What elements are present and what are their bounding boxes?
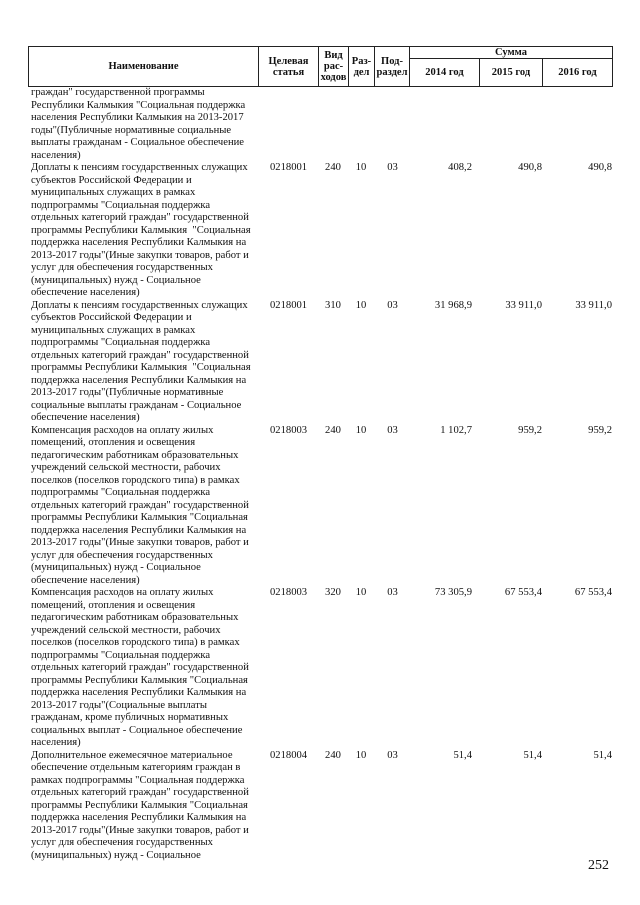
row-2014: 51,4 (453, 749, 472, 761)
header-2016: 2016 год (543, 59, 613, 87)
row-razdel: 10 (355, 424, 367, 436)
table-row (28, 300, 612, 425)
row-2016: 33 911,0 (575, 299, 612, 311)
row-2014: 31 968,9 (434, 299, 472, 311)
row-2014: 408,2 (448, 162, 472, 173)
row-2015: 33 911,0 (505, 299, 542, 311)
row-2015: 51,4 (523, 749, 542, 761)
row-2016: 490,8 (588, 162, 612, 173)
row-2016: 67 553,4 (574, 587, 612, 598)
row-podrazdel: 03 (387, 162, 398, 173)
row-2016: 51,4 (593, 749, 612, 761)
header-podrazdel: Под-раздел (375, 47, 410, 87)
row-vid: 240 (325, 424, 341, 436)
row-razdel: 10 (355, 749, 367, 761)
row-podrazdel: 03 (387, 299, 398, 311)
page-number: 252 (588, 858, 609, 873)
row-podrazdel: 03 (387, 587, 398, 598)
table-body (28, 87, 612, 862)
header-razdel: Раз-дел (349, 47, 375, 87)
header-vid: Вид рас-ходов (319, 47, 349, 87)
header-summa: Сумма (410, 47, 613, 59)
row-name: Компенсация расходов на оплату жилых помещений, отопления и освещения педагогическим работникам образовательных учреждений сельской местности, рабочих поселков (поселков городского типа) в рамках подпрограммы "Социальная поддержка отдельных категорий граждан" государственной программы Республики Калмыкия "Социальная поддержка населения Республики Калмыкия на 2013-2017 годы"(Социальные выплаты гражданам, кроме публичных нормативных социальных выплат - Социальное обеспечение населения) (31, 587, 249, 748)
continued-name: граждан" государственной программы Республики Калмыкия "Социальная поддержка населения Республики Калмыкия на 2013-2017 годы"(Публичные нормативные социальные выплаты гражданам - Социальное обеспечение населения) (31, 87, 246, 161)
row-2015: 490,8 (518, 162, 542, 173)
row-podrazdel: 03 (387, 749, 398, 761)
row-name: Компенсация расходов на оплату жилых помещений, отопления и освещения педагогическим работникам образовательных учреждений сельской местности, рабочих поселков (поселков городского типа) в рамках подпрограммы "Социальная поддержка отдельных категорий граждан" государственной программы Республики Калмыкия "Социальная поддержка населения Республики Калмыкия на 2013-2017 годы"(Иные закупки товаров, работ и услуг для обеспечения государственных (муниципальных) нужд - Социальное обеспечение населения) (31, 424, 249, 586)
row-code: 0218001 (270, 299, 308, 311)
table-row (28, 425, 612, 588)
row-vid: 240 (325, 749, 341, 761)
row-code: 0218001 (270, 162, 308, 173)
header-target: Целевая статья (259, 47, 319, 87)
row-vid: 320 (325, 587, 341, 598)
table-row (28, 162, 612, 300)
table-row (28, 750, 612, 863)
row-razdel: 10 (355, 299, 367, 311)
row-name: Доплаты к пенсиям государственных служащих субъектов Российской Федерации и муниципальных служащих в рамках подпрограммы "Социальная поддержка отдельных категорий граждан" государственной программы Республики Калмыкия "Социальная поддержка населения Республики Калмыкия на 2013-2017 годы"(Публичные нормативные социальные выплаты гражданам - Социальное обеспечение населения) (31, 299, 251, 423)
header-2014: 2014 год (410, 59, 480, 87)
row-2014: 73 305,9 (434, 587, 472, 598)
continued-row (28, 87, 612, 162)
table-header (28, 46, 613, 87)
row-razdel: 10 (355, 587, 367, 598)
row-code: 0218003 (270, 424, 308, 436)
row-name: Дополнительное ежемесячное материальное обеспечение отдельным категориям граждан в рамках подпрограммы "Социальная поддержка отдельных категорий граждан" государственной программы Республики Калмыкия "Социальная поддержка населения Республики Калмыкия на 2013-2017 годы"(Иные закупки товаров, работ и услуг для обеспечения государственных (муниципальных) нужд - Социальное (31, 749, 249, 861)
row-2015: 959,2 (518, 424, 542, 436)
row-vid: 310 (325, 299, 341, 311)
row-code: 0218003 (270, 587, 308, 598)
row-name: Доплаты к пенсиям государственных служащих субъектов Российской Федерации и муниципальных служащих в рамках подпрограммы "Социальная поддержка отдельных категорий граждан" государственной программы Республики Калмыкия "Социальная поддержка населения Республики Калмыкия на 2013-2017 годы"(Иные закупки товаров, работ и услуг для обеспечения государственных (муниципальных) нужд - Социальное обеспечение населения) (31, 162, 251, 298)
header-name: Наименование (29, 47, 259, 87)
table-row (28, 587, 612, 750)
row-razdel: 10 (355, 162, 367, 173)
row-vid: 240 (325, 162, 341, 173)
row-2014: 1 102,7 (440, 424, 472, 436)
row-2016: 959,2 (588, 424, 612, 436)
row-podrazdel: 03 (387, 424, 398, 436)
row-code: 0218004 (270, 749, 308, 761)
header-2015: 2015 год (480, 59, 543, 87)
row-2015: 67 553,4 (504, 587, 542, 598)
